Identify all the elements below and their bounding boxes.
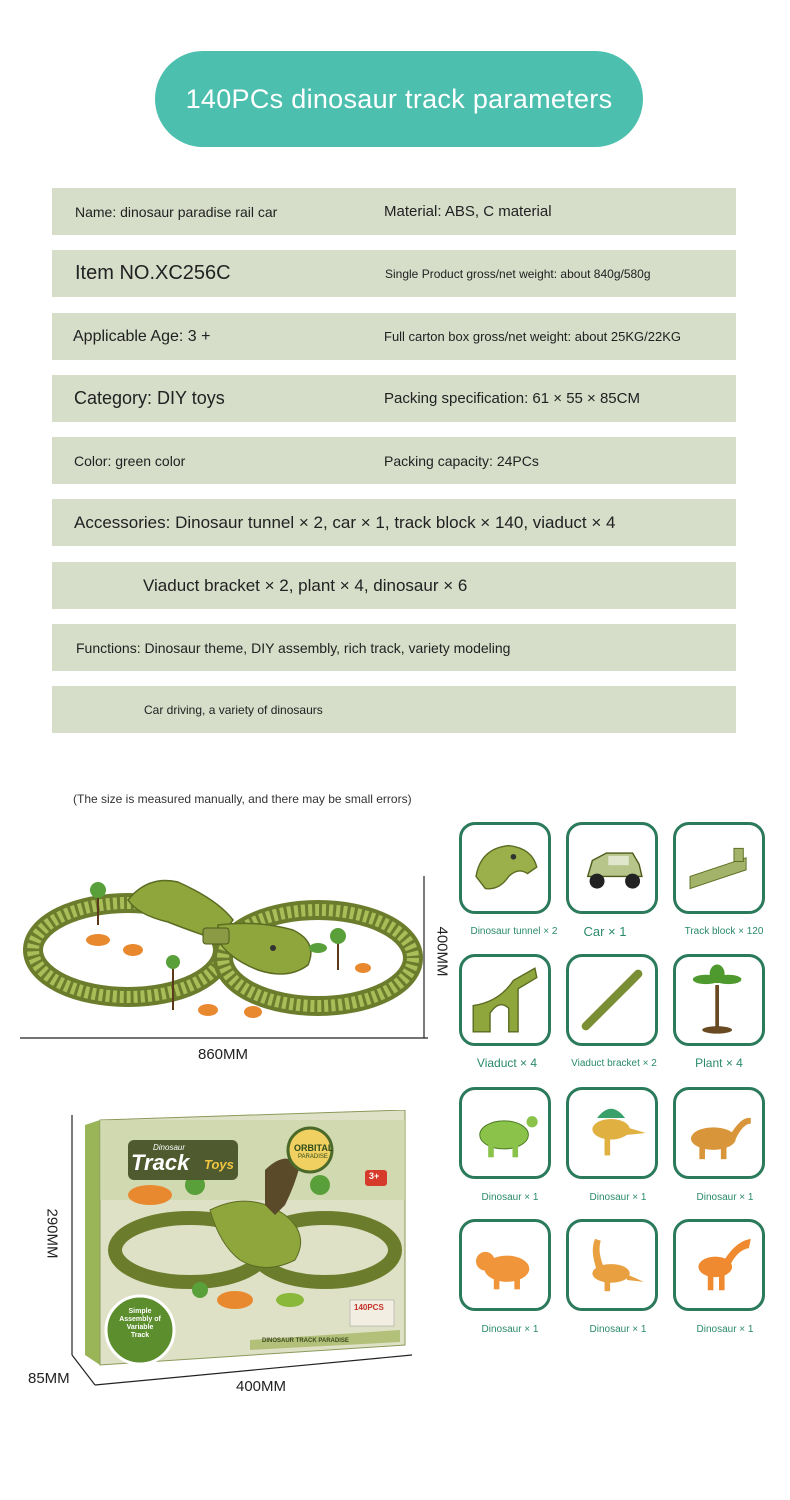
ankylosaurus-icon	[462, 1090, 548, 1176]
param-single-weight: Single Product gross/net weight: about 840g/580g	[385, 266, 651, 281]
box-depth-label: 85MM	[28, 1370, 70, 1387]
track-set-image	[18, 870, 438, 1050]
accessory-tile	[566, 822, 658, 914]
spinosaurus-icon	[569, 1090, 655, 1176]
accessory-tile	[459, 1087, 551, 1179]
accessory-label: Dinosaur × 1	[481, 1192, 539, 1203]
measurement-note: (The size is measured manually, and there may be small errors)	[73, 792, 412, 806]
param-row	[52, 686, 736, 733]
box-corner-line: Track	[130, 1332, 150, 1339]
box-brand-main: Track	[131, 1150, 190, 1175]
param-material: Material: ABS, C material	[384, 203, 552, 220]
box-badge-sub: PARADISE	[298, 1154, 328, 1160]
accessory-tile	[673, 954, 765, 1046]
box-brand-top: Dinosaur	[153, 1143, 186, 1152]
accessory-label: Track block × 120	[684, 926, 764, 937]
box-corner-line: Variable	[126, 1324, 154, 1331]
car-icon	[569, 825, 655, 911]
accessory-label: Plant × 4	[695, 1056, 743, 1070]
viaduct-icon	[462, 957, 548, 1043]
param-row	[52, 313, 736, 360]
box-pcs: 140PCS	[354, 1303, 384, 1312]
param-name: Name: dinosaur paradise rail car	[75, 203, 278, 220]
accessory-label: Viaduct × 4	[476, 1056, 538, 1070]
box-image	[60, 1110, 420, 1400]
param-carton-weight: Full carton box gross/net weight: about 25KG/22KG	[384, 329, 682, 344]
triceratops-icon	[462, 1222, 548, 1308]
plant-icon	[676, 957, 762, 1043]
param-row	[52, 624, 736, 671]
dinosaur-tunnel-icon	[462, 825, 548, 911]
param-row	[52, 250, 736, 297]
accessory-label: Dinosaur tunnel × 2	[470, 926, 558, 937]
box-width-label: 400MM	[236, 1378, 287, 1395]
param-category: Category: DIY toys	[74, 388, 225, 408]
param-row	[52, 437, 736, 484]
box-age-badge: 3+	[369, 1171, 380, 1181]
param-row	[52, 562, 736, 609]
box-badge: ORBITAL	[294, 1143, 334, 1153]
param-row	[52, 499, 736, 546]
accessory-tile	[566, 954, 658, 1046]
accessory-label: Car × 1	[583, 924, 627, 939]
accessory-tile	[566, 1219, 658, 1311]
viaduct-bracket-icon	[569, 957, 655, 1043]
accessory-label: Dinosaur × 1	[589, 1192, 647, 1203]
accessory-label: Dinosaur × 1	[696, 1324, 754, 1335]
track-block-icon	[676, 825, 762, 911]
box-corner-line: Assembly of	[119, 1316, 161, 1323]
accessory-label: Viaduct bracket × 2	[571, 1058, 657, 1069]
param-packing-spec: Packing specification: 61 × 55 × 85CM	[384, 390, 640, 407]
param-age: Applicable Age: 3 +	[73, 327, 211, 345]
param-color: Color: green color	[74, 452, 186, 469]
accessory-label: Dinosaur × 1	[589, 1324, 647, 1335]
accessory-label: Dinosaur × 1	[696, 1192, 754, 1203]
accessory-label: Dinosaur × 1	[481, 1324, 539, 1335]
track-depth-label: 400MM	[433, 926, 451, 977]
box-brand-sub: Toys	[204, 1157, 234, 1172]
box-corner-line: Simple	[128, 1308, 152, 1315]
accessory-tile	[673, 822, 765, 914]
param-functions: Functions: Dinosaur theme, DIY assembly, rich track, variety modeling	[76, 639, 511, 656]
accessory-tile	[673, 1219, 765, 1311]
box-strip: DINOSAUR TRACK PARADISE	[262, 1338, 349, 1344]
param-accessories: Accessories: Dinosaur tunnel × 2, car × 1, track block × 140, viaduct × 4	[74, 512, 616, 532]
long-neck-dinosaur-icon	[569, 1222, 655, 1308]
param-row	[52, 188, 736, 235]
param-packing-capacity: Packing capacity: 24PCs	[384, 452, 539, 469]
track-width-label: 860MM	[198, 1046, 249, 1063]
accessory-tile	[459, 822, 551, 914]
accessory-tile	[673, 1087, 765, 1179]
param-accessories-cont: Viaduct bracket × 2, plant × 4, dinosaur × 6	[143, 575, 468, 595]
brachiosaurus-icon	[676, 1090, 762, 1176]
accessory-tile	[566, 1087, 658, 1179]
param-functions-cont: Car driving, a variety of dinosaurs	[144, 702, 323, 717]
box-corner-text	[108, 1308, 172, 1340]
param-item-no: Item NO.XC256C	[75, 262, 231, 284]
accessory-tile	[459, 954, 551, 1046]
page-title: 140PCs dinosaur track parameters	[155, 51, 643, 147]
raptor-icon	[676, 1222, 762, 1308]
param-row	[52, 375, 736, 422]
box-height-label: 290MM	[43, 1208, 61, 1259]
accessory-tile	[459, 1219, 551, 1311]
